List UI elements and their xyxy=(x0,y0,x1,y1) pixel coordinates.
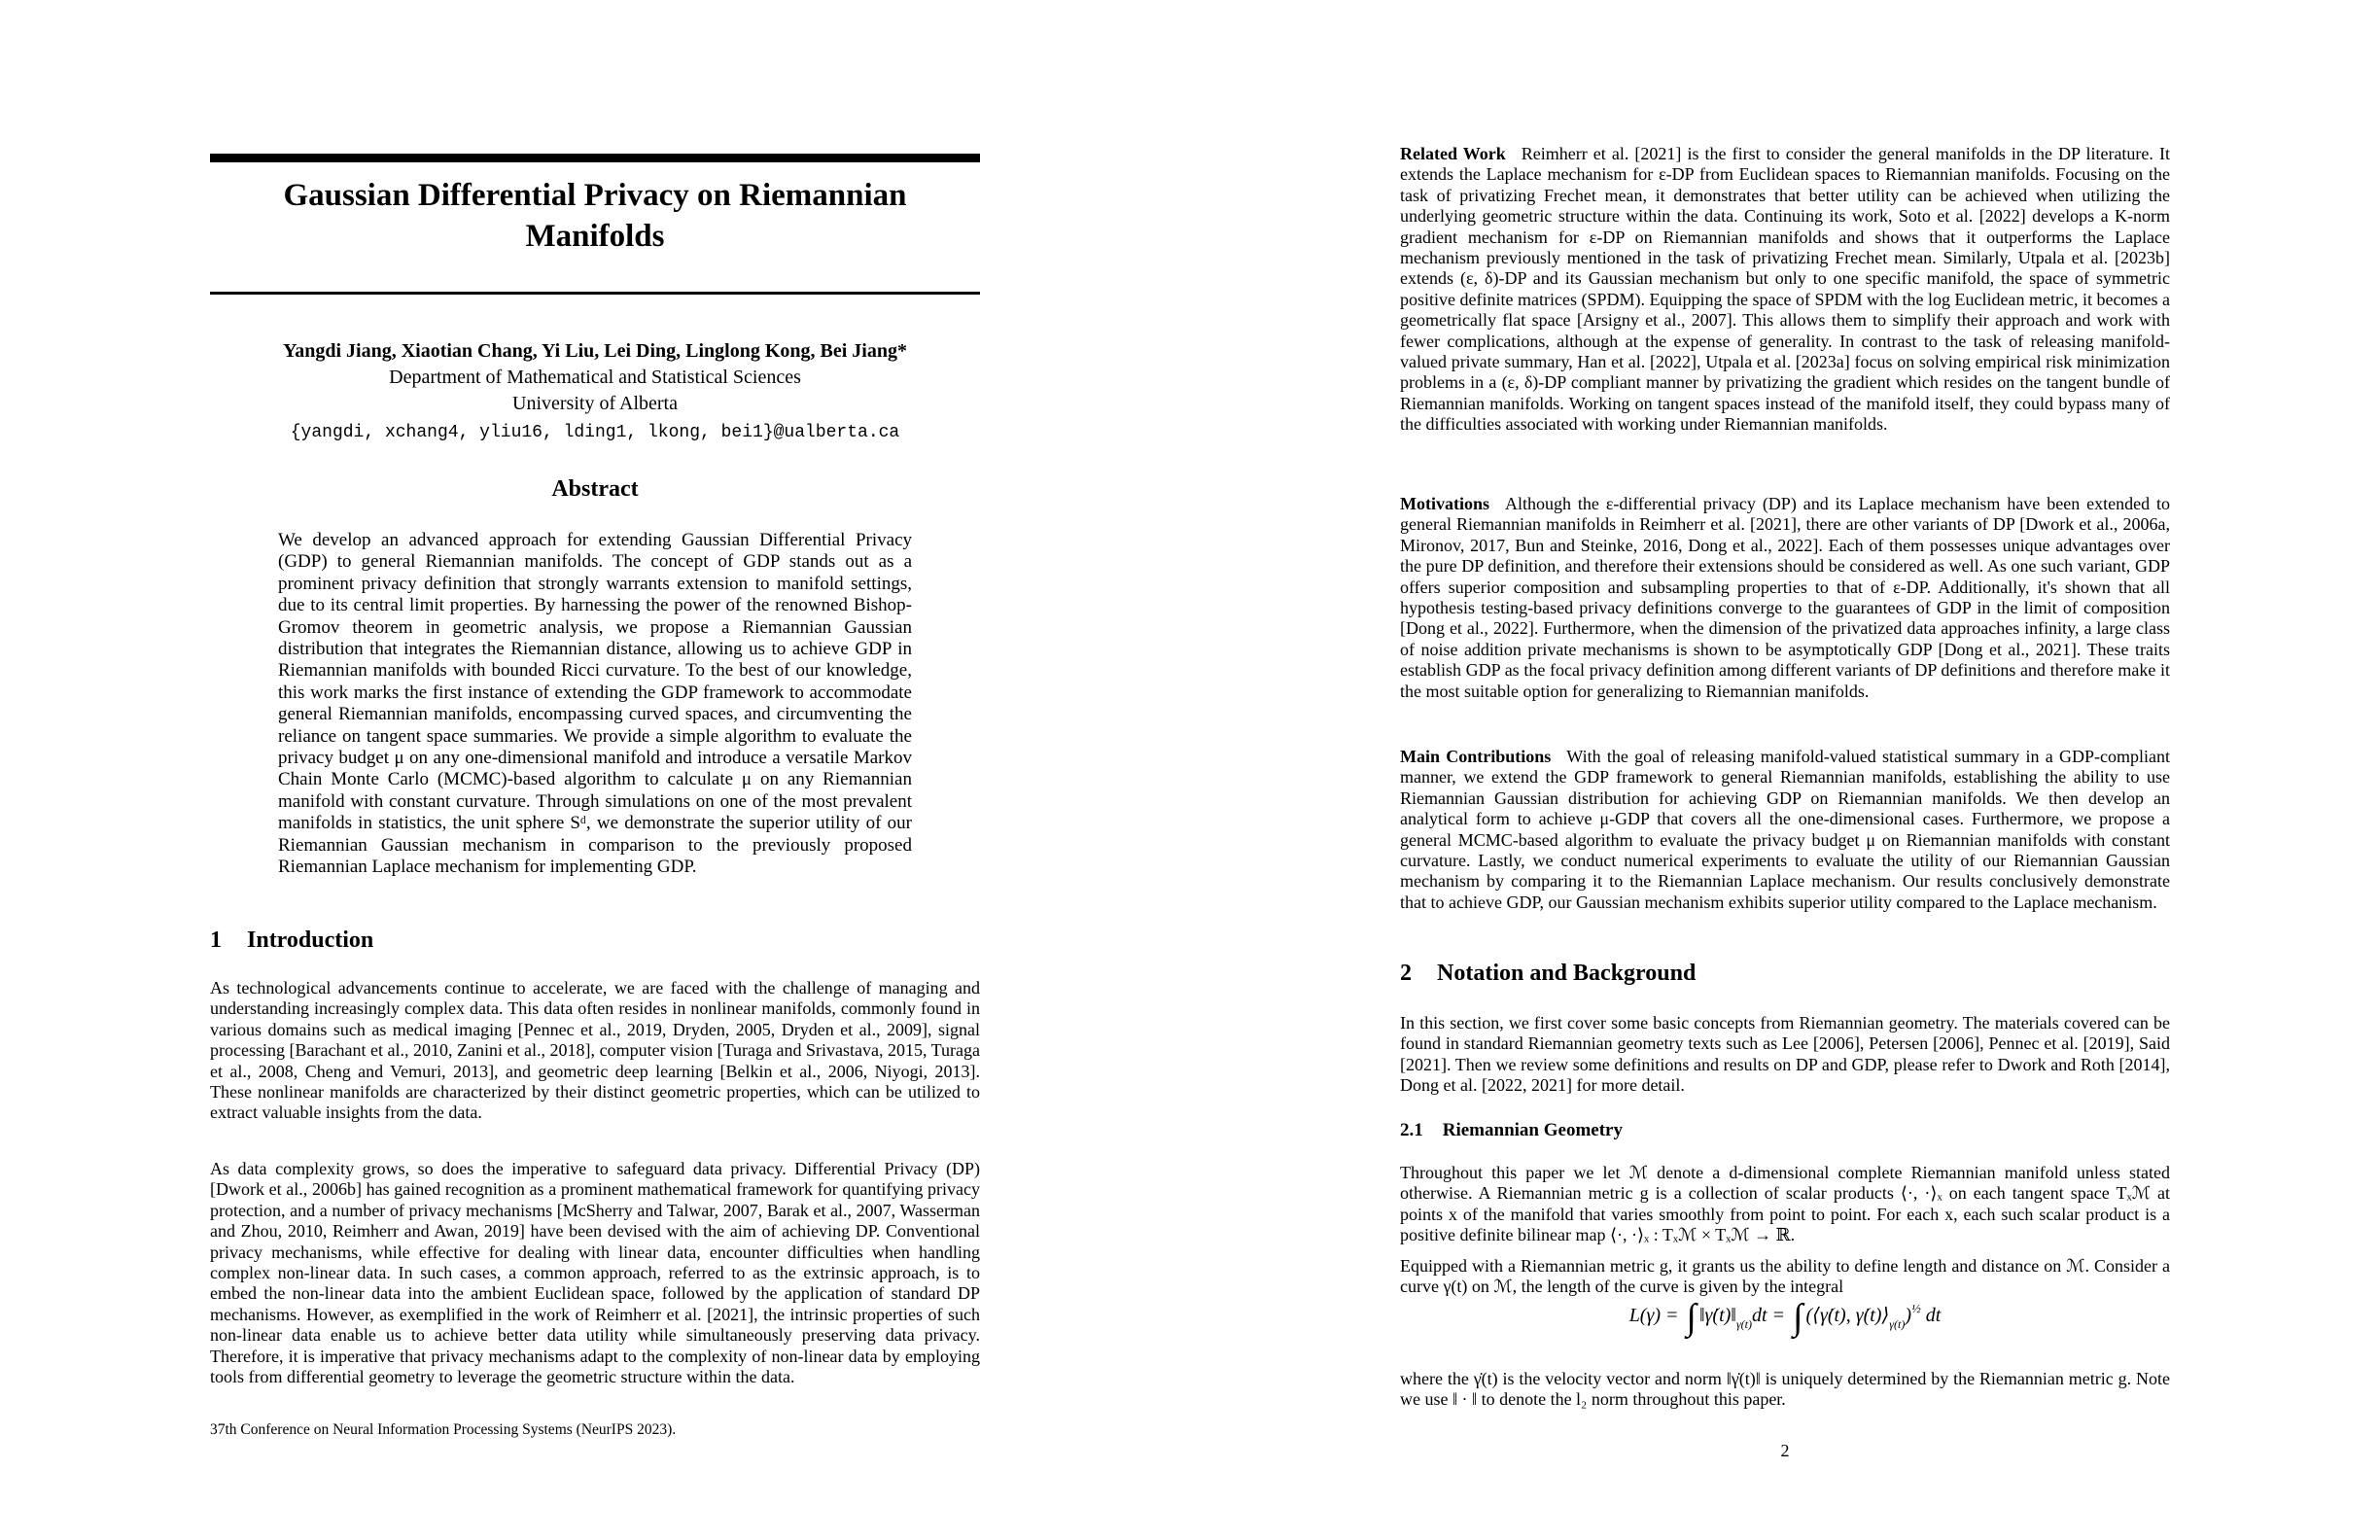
title-block xyxy=(210,175,980,257)
curve-length-paragraph: Equipped with a Riemannian metric g, it grants us the ability to define length and distance on ℳ. Consider a curve γ(t) on ℳ, the length of the curve is given by the integral xyxy=(1400,1256,2170,1297)
related-work-text: Reimherr et al. [2021] is the first to consider the general manifolds in the DP literature. It extends the Laplace mechanism for ε-DP from Euclidean spaces to Riemannian manifolds. Focusing on the task of privatizing Frechet mean, it demonstrates that better utility can be achieved when utilizing the underlying geometric structure within the data. Continuing its work, Soto et al. [2022] develops a K-norm gradient mechanism for ε-DP on Riemannian manifolds and shows that it outperforms the Laplace mechanism previously mentioned in the task of privatizing Frechet mean. Similarly, Utpala et al. [2023b] extends (ε, δ)-DP and its Gaussian mechanism but only to one specific manifold, the space of symmetric positive definite matrices (SPDM). Equipping the space of SPDM with the log Euclidean metric, it becomes a geometrically flat space [Arsigny et al., 2007]. This allows them to simplify their approach and work with fewer complications, although at the expense of generality. In contrast to the task of releasing manifold-valued private summary, Han et al. [2022], Utpala et al. [2023a] focus on solving empirical risk minimization problems in a (ε, δ)-DP compliant manner by privatizing the gradient which resides on the tangent bundle of Riemannian manifolds. Working on tangent spaces instead of the manifold itself, they could bypass many of the difficulties associated with working under Riemannian manifolds. xyxy=(1400,144,2170,435)
riemannian-metric-paragraph: Throughout this paper we let ℳ denote a d-dimensional complete Riemannian manifold unless stated otherwise. A Riemannian metric g is a collection of scalar products ⟨·, ·⟩ₓ on each tangent space Tₓℳ at points x of the manifold that varies smoothly from point to point. For each x, each such scalar product is a positive definite bilinear map ⟨·, ·⟩ₓ : Tₓℳ × Tₓℳ → ℝ. xyxy=(1400,1163,2170,1245)
abstract-text: We develop an advanced approach for extending Gaussian Differential Privacy (GDP) to general Riemannian manifolds. The concept of GDP stands out as a prominent privacy definition that strongly warrants extension to manifold settings, due to its central limit properties. By harnessing the power of the renowned Bishop-Gromov theorem in geometric analysis, we propose a Riemannian Gaussian distribution that integrates the Riemannian distance, allowing us to achieve GDP in Riemannian manifolds with bounded Ricci curvature. To the best of our knowledge, this work marks the first instance of extending the GDP framework to accommodate general Riemannian manifolds, encompassing curved spaces, and circumventing the reliance on tangent space summaries. We provide a simple algorithm to evaluate the privacy budget μ on any one-dimensional manifold and introduce a versatile Markov Chain Monte Carlo (MCMC)-based algorithm to calculate μ on any Riemannian manifold with constant curvature. Through simulations on one of the most prevalent manifolds in statistics, the unit sphere Sᵈ, we demonstrate the superior utility of our Riemannian Gaussian mechanism in comparison to the previously proposed Riemannian Laplace mechanism for implementing GDP. xyxy=(278,530,912,878)
author-names: Yangdi Jiang, Xiaotian Chang, Yi Liu, Lei Ding, Linglong Kong, Bei Jiang* xyxy=(282,340,907,362)
equation-middle: dt = xyxy=(1752,1305,1791,1326)
subsection-2-1-heading xyxy=(1400,1120,2170,1141)
author-emails: {yangdi, xchang4, yliu16, lding1, lkong, bei1}@ualberta.ca xyxy=(290,423,900,442)
equation-close-paren: ) xyxy=(1905,1305,1911,1326)
equation-lhs: L(γ) = xyxy=(1628,1305,1684,1326)
intro-paragraph-2: As data complexity grows, so does the imperative to safeguard data privacy. Differential Privacy (DP) [Dwork et al., 2006b] has gained recognition as a prominent mathematical framework for quantifying privacy protection, and a number of privacy mechanisms [McSherry and Talwar, 2007, Barak et al., 2007, Wasserman and Zhou, 2010, Reimherr and Awan, 2019] have been devised with the aim of achieving DP. Conventional privacy mechanisms, while effective for dealing with linear data, encounter difficulties when handling complex non-linear data. In such cases, a common approach, referred to as the extrinsic approach, is to embed the non-linear data into the ambient Euclidean space, followed by the application of standard DP mechanisms. However, as exemplified in the work of Reimherr et al. [2021], the intrinsic properties of such non-linear data enable us to achieve better data utility while simultaneously preserving data privacy. Therefore, it is imperative that privacy mechanisms adapt to the complexity of non-linear data by employing tools from differential geometry to leverage the geometric structure within the data. xyxy=(210,1159,980,1387)
title-rule-bottom xyxy=(210,292,980,295)
subsection-2-1-number: 2.1 xyxy=(1400,1120,1423,1140)
section-2-intro-paragraph: In this section, we first cover some basic concepts from Riemannian geometry. The materials covered can be found in standard Riemannian geometry texts such as Lee [2006], Petersen [2006], Pennec et al. [2019], Said [2021]. Then we review some definitions and results on DP and GDP, please refer to Dwork and Roth [2014], Dong et al. [2022, 2021] for more detail. xyxy=(1400,1013,2170,1096)
section-2-title: Notation and Background xyxy=(1437,961,1697,986)
motivations-lead: Motivations xyxy=(1400,494,1489,513)
conference-footnote: 37th Conference on Neural Information Processing Systems (NeurIPS 2023). xyxy=(210,1421,677,1438)
page-number: 2 xyxy=(1780,1441,1790,1460)
velocity-norm-paragraph: where the γ̇(t) is the velocity vector and norm ‖γ̇(t)‖ is uniquely determined by the Riemannian metric g. Note we use ‖ · ‖ to denote the l₂ norm throughout this paper. xyxy=(1400,1369,2170,1410)
related-work-paragraph xyxy=(1400,144,2170,436)
affiliation-university: University of Alberta xyxy=(512,393,678,414)
equation-inner-product: (⟨γ̇(t), γ̇(t)⟩ xyxy=(1805,1305,1890,1326)
integral-sign-2: ∫ xyxy=(1793,1297,1803,1338)
abstract-heading: Abstract xyxy=(551,476,639,502)
curve-length-equation xyxy=(1400,1297,2170,1357)
section-2-number: 2 xyxy=(1400,961,1412,986)
intro-paragraph-1: As technological advancements continue to accelerate, we are faced with the challenge of managing and understanding increasingly complex data. This data often resides in nonlinear manifolds, commonly found in various domains such as medical imaging [Pennec et al., 2019, Dryden, 2005, Dryden et al., 2009], signal processing [Barachant et al., 2010, Zanini et al., 2018], computer vision [Turaga and Srivastava, 2015, Turaga et al., 2008, Cheng and Vemuri, 2013], and geometric deep learning [Belkin et al., 2006, Niyogi, 2013]. These nonlinear manifolds are characterized by their distinct geometric properties, which can be utilized to extract valuable insights from the data. xyxy=(210,978,980,1123)
main-contributions-lead: Main Contributions xyxy=(1400,747,1552,766)
page-2 xyxy=(1190,0,2380,1540)
main-contributions-paragraph xyxy=(1400,747,2170,913)
subsection-2-1-title: Riemannian Geometry xyxy=(1442,1120,1623,1140)
equation-exponent: ½ xyxy=(1911,1301,1921,1315)
affiliation-department: Department of Mathematical and Statistical Sciences xyxy=(389,367,801,388)
section-2-heading xyxy=(1400,961,2170,987)
related-work-lead: Related Work xyxy=(1400,144,1506,163)
equation-norm-term: ‖γ̇(t)‖ xyxy=(1698,1305,1736,1326)
section-1-number: 1 xyxy=(210,928,222,953)
motivations-paragraph xyxy=(1400,494,2170,702)
integral-sign-1: ∫ xyxy=(1686,1297,1697,1338)
motivations-text: Although the ε-differential privacy (DP) and its Laplace mechanism have been extended to general Riemannian manifolds in Reimherr et al. [2021], there are other variants of DP [Dwork et al., 2006a, Mironov, 2017, Bun and Steinke, 2016, Dong et al., 2022]. Each of them possesses unique advantages over the pure DP definition, and therefore their extensions should be considered as well. As one such variant, GDP offers superior composition and subsampling properties to that of ε-DP. Additionally, it's shown that all hypothesis testing-based privacy definitions converge to the guarantees of GDP in the limit of composition [Dong et al., 2022]. Furthermore, when the dimension of the privatized data approaches infinity, a large class of noise addition private mechanisms is shown to be asymptotically GDP [Dong et al., 2021]. These traits establish GDP as the focal privacy definition among different variants of DP definitions and therefore make it the most suitable option for generalizing to Riemannian manifolds. xyxy=(1400,494,2170,701)
authors-block xyxy=(210,338,980,446)
main-contributions-text: With the goal of releasing manifold-valued statistical summary in a GDP-compliant manner, we extend the GDP framework to general Riemannian manifolds, establishing the ability to use Riemannian Gaussian distribution for achieving GDP on Riemannian manifolds. We then develop an analytical form to achieve μ-GDP that covers all the one-dimensional cases. Furthermore, we propose a general MCMC-based algorithm to evaluate the privacy budget μ on Riemannian manifolds with constant curvature. Lastly, we conduct numerical experiments to evaluate the utility of our Riemannian Gaussian mechanism by comparing it to the Riemannian Laplace mechanism. Our results conclusively demonstrate that to achieve GDP, our Gaussian mechanism exhibits superior utility compared to the Laplace mechanism. xyxy=(1400,747,2171,912)
title-rule-top xyxy=(210,154,980,162)
equation-subscript-1: γ(t) xyxy=(1735,1317,1752,1331)
equation-subscript-2: γ(t) xyxy=(1889,1317,1906,1331)
paper-title: Gaussian Differential Privacy on Riemannian Manifolds xyxy=(283,178,907,255)
section-1-title: Introduction xyxy=(247,928,374,953)
equation-trailer: dt xyxy=(1920,1305,1942,1326)
section-1-heading xyxy=(210,928,980,954)
